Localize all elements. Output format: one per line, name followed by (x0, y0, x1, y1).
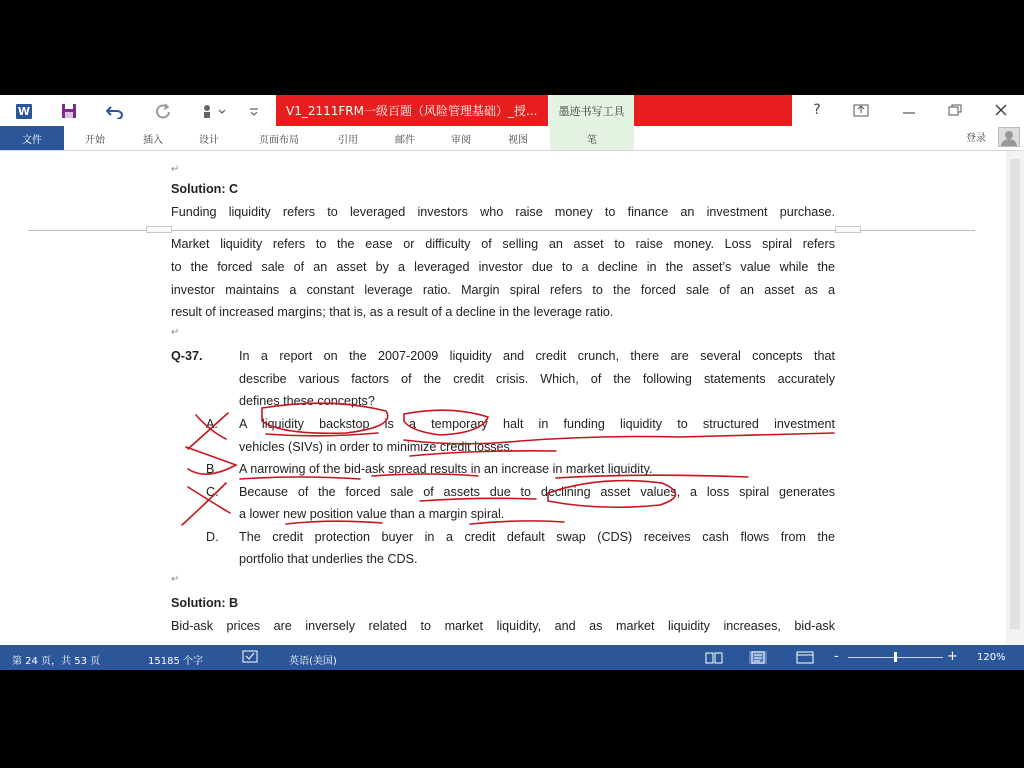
read-mode-icon[interactable] (705, 651, 723, 664)
ink-tools-context-title: 墨迹书写工具 (549, 95, 634, 126)
market-para-line: to the forced sale of an asset by a leveraged investor due to a decline in the asset’s value while the (171, 260, 835, 274)
customize-toolbar-icon[interactable] (246, 101, 262, 121)
document-title: V1_2111FRM一级百题（风险管理基础）_授... (276, 95, 548, 126)
status-bar (0, 645, 1024, 670)
scrollbar-thumb[interactable] (1010, 159, 1020, 629)
proofing-icon[interactable] (242, 650, 258, 666)
ribbon-tabs (0, 126, 1024, 151)
sign-in-link[interactable]: 登录 (966, 133, 986, 144)
option-a-line: A liquidity backstop is a temporary halt in funding liquidity to structured investment (239, 417, 835, 431)
paragraph-mark: ↵ (171, 327, 180, 338)
zoom-slider-thumb[interactable] (894, 652, 897, 662)
word-window (0, 95, 1024, 670)
undo-icon[interactable] (104, 101, 126, 121)
solution-b-label: Solution: B (171, 596, 239, 610)
option-d-line: The credit protection buyer in a credit default swap (CDS) receives cash flows from the (239, 530, 835, 544)
page-break-handle-right (835, 226, 861, 233)
avatar[interactable] (998, 127, 1020, 147)
restore-icon[interactable] (940, 99, 970, 121)
tab-review[interactable]: 审阅 (451, 134, 471, 146)
touch-mode-icon[interactable] (196, 101, 230, 121)
bidask-line: Bid-ask prices are inversely related to market liquidity, and as market liquidity increases, bid-ask (171, 619, 835, 633)
tab-page-layout[interactable]: 页面布局 (259, 134, 299, 146)
close-icon[interactable] (986, 99, 1016, 121)
option-c-line: Because of the forced sale of assets due to declining asset values, a loss spiral generates (239, 485, 835, 499)
page-break-handle-left (146, 226, 172, 233)
option-a-line: vehicles (SIVs) in order to minimize credit losses. (239, 440, 514, 454)
funding-liquidity-line: Funding liquidity refers to leveraged investors who raise money to finance an investment purchase. (171, 205, 835, 219)
tab-insert[interactable]: 插入 (143, 134, 163, 146)
help-icon[interactable]: ? (813, 102, 821, 118)
market-para-line: result of increased margins; that is, as a result of a decline in the leverage ratio. (171, 305, 614, 319)
question-number: Q-37. (171, 349, 203, 363)
ribbon-display-options-icon[interactable] (846, 99, 876, 121)
paragraph-mark: ↵ (171, 164, 180, 175)
save-icon[interactable] (58, 101, 80, 121)
tab-design[interactable]: 设计 (199, 134, 219, 146)
option-d-line: portfolio that underlies the CDS. (239, 552, 418, 566)
print-layout-icon[interactable] (749, 651, 767, 664)
language-indicator[interactable]: 英语(美国) (289, 656, 337, 667)
tab-file[interactable]: 文件 (0, 126, 64, 150)
question-line: defines these concepts? (239, 394, 375, 408)
zoom-in-button[interactable]: + (947, 649, 958, 664)
solution-c-label: Solution: C (171, 182, 239, 196)
option-c-line: a lower new position value than a margin spiral. (239, 507, 505, 521)
market-para-line: investor maintains a constant leverage ratio. Margin spiral refers to the forced sale of an asset as a (171, 283, 835, 297)
minimize-icon[interactable] (894, 99, 924, 121)
web-layout-icon[interactable] (796, 651, 814, 664)
option-letter-b: B. (206, 462, 218, 476)
zoom-level[interactable]: 120% (977, 652, 1006, 663)
word-logo-icon: W (17, 104, 31, 118)
title-bar (0, 95, 1024, 126)
page-count[interactable]: 第 24 页，共 53 页 (12, 656, 101, 667)
question-line: describe various factors of the credit crisis. Which, of the following statements accurately (239, 372, 835, 386)
vertical-scrollbar[interactable] (1006, 151, 1024, 645)
zoom-out-button[interactable]: - (834, 649, 839, 664)
word-count[interactable]: 15185 个字 (148, 656, 203, 667)
tab-pen[interactable]: 笔 (550, 126, 634, 150)
market-para-line: Market liquidity refers to the ease or difficulty of selling an asset to raise money. Loss spiral refers (171, 237, 835, 251)
option-letter-d: D. (206, 530, 219, 544)
option-letter-c: C. (206, 485, 219, 499)
tab-home[interactable]: 开始 (85, 134, 105, 146)
paragraph-mark: ↵ (171, 574, 180, 585)
tab-view[interactable]: 视图 (508, 134, 528, 146)
option-letter-a: A. (206, 417, 218, 431)
title-bar-fill (634, 95, 792, 126)
redo-icon[interactable] (152, 101, 174, 121)
option-b-line: A narrowing of the bid-ask spread results in an increase in market liquidity. (239, 462, 653, 476)
tab-mailings[interactable]: 邮件 (395, 134, 415, 146)
question-line: In a report on the 2007-2009 liquidity and credit crunch, there are several concepts that (239, 349, 835, 363)
tab-references[interactable]: 引用 (338, 134, 358, 146)
